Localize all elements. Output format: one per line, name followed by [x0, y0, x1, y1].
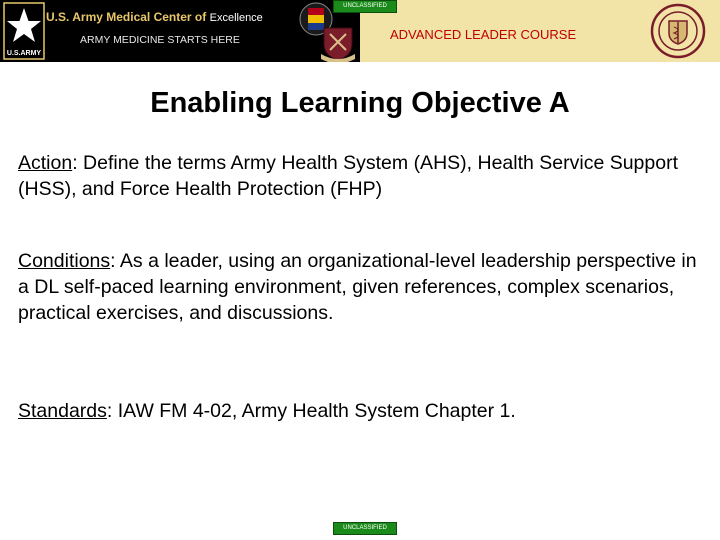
army-logo-text: U.S.ARMY [6, 50, 42, 57]
tagline: ARMY MEDICINE STARTS HERE [80, 34, 240, 46]
center-name [46, 10, 263, 24]
amedd-crest-icon [318, 24, 358, 62]
classification-banner-top: UNCLASSIFIED [333, 0, 397, 13]
objective-action [18, 150, 708, 202]
classification-banner-bottom: UNCLASSIFIED [333, 522, 397, 535]
standards-term: Standards [18, 400, 107, 422]
center-name-excellence: Excellence [209, 12, 263, 24]
action-text: : Define the terms Army Health System (AHS), Health Service Support (HSS), and Force Health Protection (FHP) [18, 152, 679, 200]
objective-standards [18, 398, 708, 424]
us-army-star-logo-icon [3, 2, 45, 60]
center-name-main: U.S. Army Medical Center of [46, 10, 207, 24]
conditions-text: : As a leader, using an organizational-level leadership perspective in a DL self-paced learning environment, given references, complex scenarios, practical exercises, and discussions. [18, 250, 697, 324]
course-title: ADVANCED LEADER COURSE [390, 27, 577, 42]
action-term: Action [18, 152, 73, 174]
slide-title: Enabling Learning Objective A [150, 87, 570, 119]
conditions-term: Conditions [18, 250, 111, 272]
standards-text: : IAW FM 4-02, Army Health System Chapter 1. [106, 400, 516, 422]
objective-conditions [18, 248, 708, 326]
ncoa-academy-seal-icon [650, 3, 706, 59]
